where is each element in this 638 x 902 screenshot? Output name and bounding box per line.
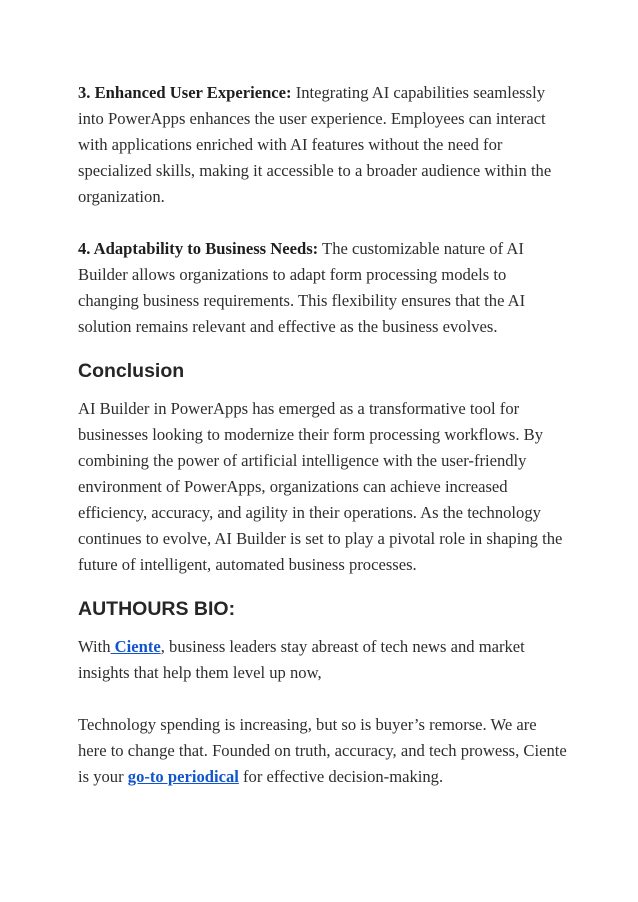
ciente-link[interactable]: Ciente [110, 637, 161, 656]
spacer [78, 340, 578, 358]
conclusion-paragraph: AI Builder in PowerApps has emerged as a transformative tool for businesses looking to modernize their form processing workflows. By combining the power of artificial intelligence with the user-friendly environment of PowerApps, organizations can achieve increased efficiency, accuracy, and agility in their operations. As the technology continues to evolve, AI Builder is set to play a pivotal role in shaping the future of intelligent, automated business processes. [78, 399, 563, 574]
paragraph-body: The customizable nature of AI Builder allows organizations to adapt form processing models to changing business requirements. This flexibility ensures that the AI solution remains relevant and effective as the business evolves. [78, 239, 526, 336]
bio-text: , business leaders stay abreast of tech news and market insights that help them level up now, [78, 637, 525, 682]
conclusion-heading: Conclusion [78, 360, 185, 382]
author-bio-heading: AUTHOURS BIO: [78, 598, 236, 620]
paragraph-title: 4. Adaptability to Business Needs: [78, 239, 319, 258]
spacer [78, 210, 578, 236]
document-page [78, 80, 578, 790]
paragraph-title: 3. Enhanced User Experience: [78, 83, 292, 102]
paragraph-body: Integrating AI capabilities seamlessly into PowerApps enhances the user experience. Employees can interact with applications enriched with AI features without the need for specialized skills, making it accessible to a broader audience within the organization. [78, 83, 552, 206]
bio-paragraph-2 [78, 712, 568, 790]
spacer [78, 622, 578, 634]
spacer [78, 686, 578, 712]
bio-paragraph-1 [78, 634, 568, 686]
paragraph-enhanced-user-experience [78, 80, 558, 210]
go-to-periodical-link[interactable]: go-to periodical [127, 767, 239, 786]
bio-text: With [78, 637, 111, 656]
paragraph-adaptability [78, 236, 558, 340]
spacer [78, 384, 578, 396]
bio-text: for effective decision-making. [238, 767, 444, 786]
spacer [78, 578, 578, 596]
bio-text: Technology spending is increasing, but so is buyer’s remorse. We are here to change that. Founded on truth, accuracy, and tech prowess, Ciente is your [78, 715, 567, 786]
